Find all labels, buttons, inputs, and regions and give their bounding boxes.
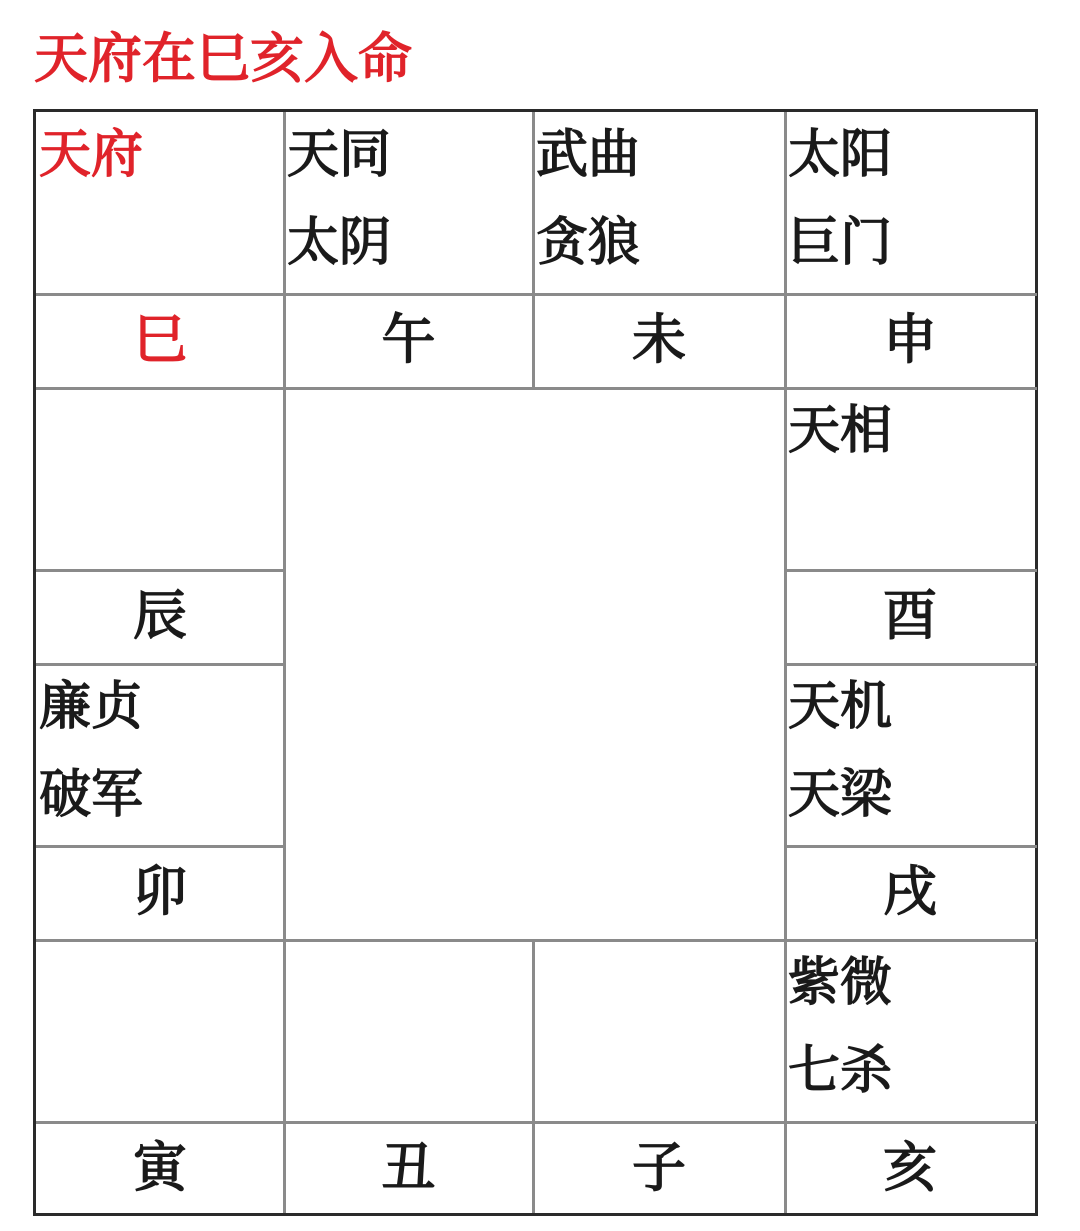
palace-branch: 申 bbox=[883, 308, 937, 371]
star-name: 贪狼 bbox=[536, 213, 641, 273]
star-name: 紫微 bbox=[788, 953, 893, 1013]
palace-stars bbox=[39, 111, 143, 199]
star-name: 巨门 bbox=[788, 213, 893, 273]
star-name: 太阳 bbox=[788, 125, 893, 185]
palace-stars bbox=[788, 387, 892, 475]
star-name: 七杀 bbox=[788, 1041, 893, 1101]
palace-branch: 巳 bbox=[133, 308, 187, 371]
star-name: 太阴 bbox=[287, 213, 392, 273]
star-name: 天相 bbox=[788, 401, 893, 461]
star-name: 武曲 bbox=[536, 125, 641, 185]
palace-stars bbox=[788, 939, 892, 1115]
palace-branch: 子 bbox=[632, 1136, 686, 1199]
chart-title: 天府在巳亥入命 bbox=[34, 27, 412, 90]
palace-branch: 辰 bbox=[133, 584, 187, 647]
palace-stars bbox=[788, 111, 892, 287]
palace-branch: 丑 bbox=[381, 1136, 436, 1199]
palace-branch: 午 bbox=[381, 308, 436, 371]
star-name: 天机 bbox=[788, 677, 893, 737]
palace-branch: 酉 bbox=[883, 584, 937, 647]
palace-stars bbox=[287, 111, 391, 287]
palace-branch: 卯 bbox=[133, 860, 187, 923]
star-name: 破军 bbox=[39, 765, 144, 825]
palace-branch: 未 bbox=[632, 308, 686, 371]
palace-branch: 戌 bbox=[883, 860, 937, 923]
palace-stars bbox=[536, 111, 640, 287]
star-name: 廉贞 bbox=[39, 677, 144, 737]
star-name: 天府 bbox=[39, 125, 144, 185]
palace-branch: 寅 bbox=[133, 1136, 187, 1199]
palace-stars bbox=[39, 663, 143, 839]
palace-branch: 亥 bbox=[883, 1136, 937, 1199]
star-name: 天梁 bbox=[788, 765, 893, 825]
palace-stars bbox=[788, 663, 892, 839]
palace-grid bbox=[33, 109, 1038, 1216]
star-name: 天同 bbox=[287, 125, 392, 185]
